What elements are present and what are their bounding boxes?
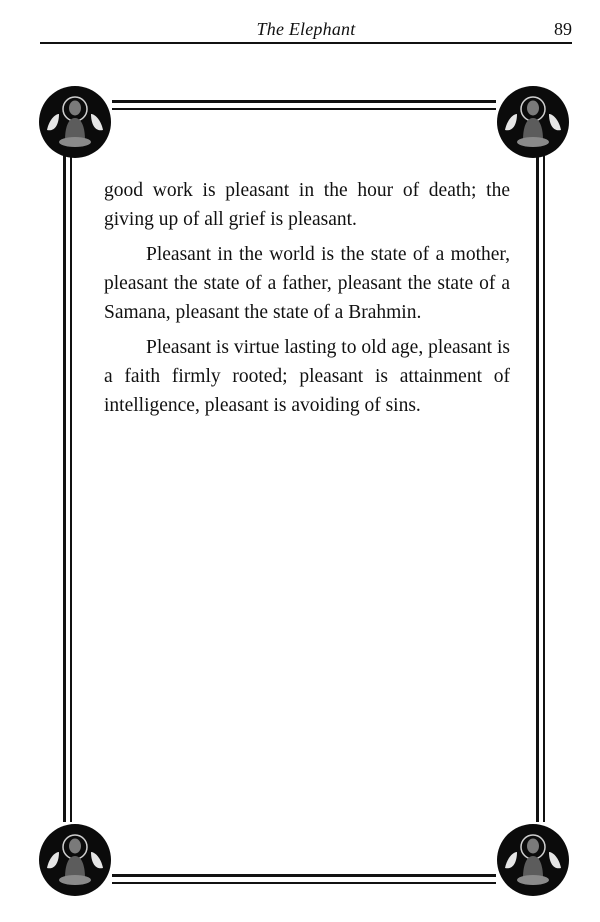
paragraph: Pleasant is virtue lasting to old age, pleasant is a faith firmly rooted; pleasant is attainment of intelligence, pleasant is avoiding of sins. <box>104 337 510 416</box>
frame-left-border <box>63 156 72 822</box>
frame-bottom-border <box>112 874 496 884</box>
running-title: The Elephant <box>256 19 356 39</box>
paragraph: Pleasant in the world is the state of a mother, pleasant the state of a father, pleasant the state of a Samana, pleasant the state of a Brahmin. <box>104 244 510 323</box>
buddha-medallion-icon <box>37 84 113 160</box>
buddha-medallion-icon <box>495 84 571 160</box>
page-number: 89 <box>554 19 572 39</box>
running-header <box>40 14 572 42</box>
header-rule <box>40 42 572 44</box>
body-text <box>104 176 510 426</box>
frame-top-border <box>112 100 496 110</box>
frame-right-border <box>536 156 545 822</box>
buddha-medallion-icon <box>37 822 113 898</box>
paragraph-continued: good work is pleasant in the hour of death; the giving up of all grief is pleasant. <box>104 180 510 230</box>
buddha-medallion-icon <box>495 822 571 898</box>
